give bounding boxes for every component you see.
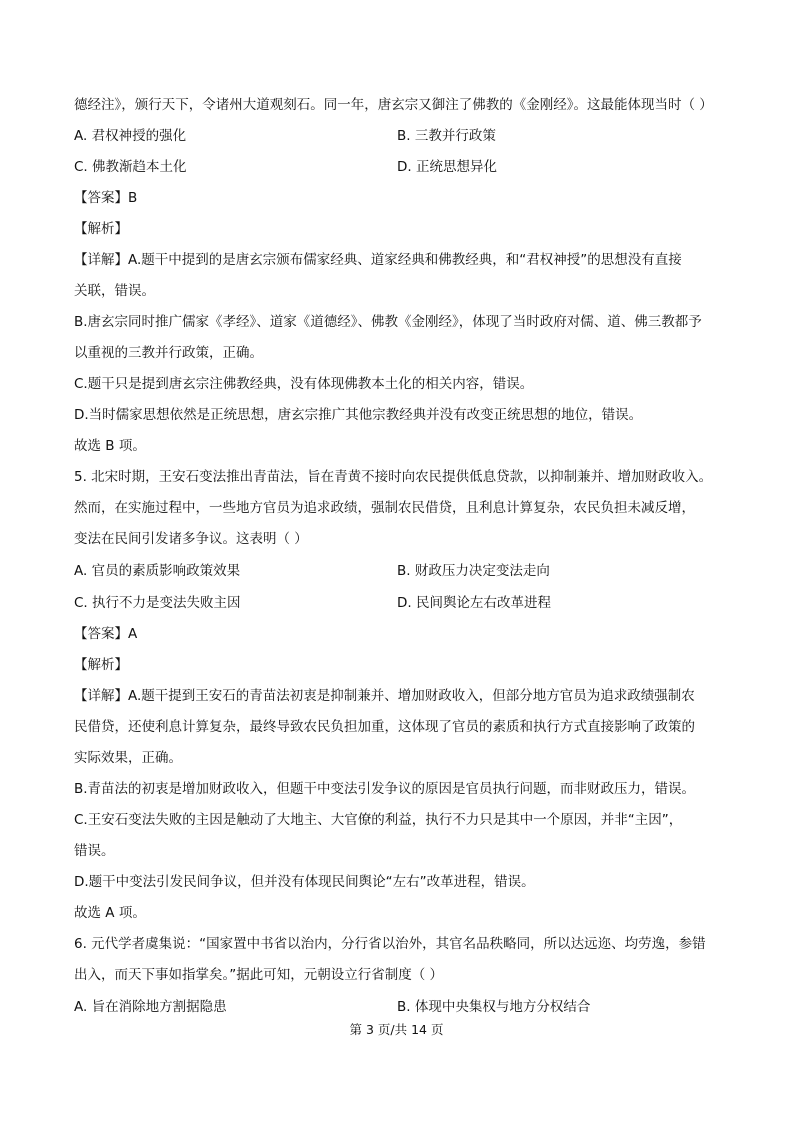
option-b: B. 财政压力决定变法走向 [397, 563, 550, 579]
explanation-line: C.题干只是提到唐玄宗注佛教经典，没有体现佛教本土化的相关内容，错误。 [74, 376, 534, 392]
question-6-text: 出入，而天下事如指掌矣。”据此可知，元朝设立行省制度（ ） [74, 967, 444, 983]
option-b: B. 体现中央集权与地方分权结合 [397, 999, 591, 1015]
option-d: D. 正统思想异化 [397, 159, 497, 175]
explanation-line: 以重视的三教并行政策，正确。 [74, 345, 263, 361]
explanation-line: 【详解】A.题干中提到的是唐玄宗颁布儒家经典、道家经典和佛教经典，和“君权神授”的思想没有直接 [74, 252, 682, 268]
option-a: A. 君权神授的强化 [74, 128, 187, 144]
option-b: B. 三教并行政策 [397, 128, 496, 144]
option-c: C. 执行不力是变法失败主因 [74, 595, 241, 611]
question-4-text-tail: 德经注》，颁行天下，令诸州大道观刻石。同一年，唐玄宗又御注了佛教的《金刚经》。这最能体现当时（ ） [74, 97, 713, 113]
explanation-line: B.唐玄宗同时推广儒家《孝经》、道家《道德经》、佛教《金刚经》，体现了当时政府对儒、道、佛三教都予 [74, 314, 702, 330]
explanation-line: 民借贷，还使利息计算复杂，最终导致农民负担加重，这体现了官员的素质和执行方式直接影响了政策的 [74, 719, 695, 735]
question-5-text: 变法在民间引发诸多争议。这表明（ ） [74, 531, 308, 547]
answer: 【答案】A [74, 626, 138, 642]
explanation-line: 关联，错误。 [74, 283, 155, 299]
question-6-text: 6. 元代学者虞集说：“国家置中书省以治内，分行省以治外，其官名品秩略同，所以达远迩、均劳逸，参错 [74, 936, 706, 952]
conclusion: 故选 B 项。 [74, 438, 146, 454]
analysis-heading: 【解析】 [74, 657, 128, 673]
answer: 【答案】B [74, 190, 138, 206]
option-d: D. 民间舆论左右改革进程 [397, 595, 551, 611]
conclusion: 故选 A 项。 [74, 905, 146, 921]
option-c: C. 佛教渐趋本土化 [74, 159, 187, 175]
option-a: A. 旨在消除地方割据隐患 [74, 999, 227, 1015]
explanation-line: B.青苗法的初衷是增加财政收入，但题干中变法引发争议的原因是官员执行问题，而非财政压力，错误。 [74, 781, 696, 797]
explanation-line: 错误。 [74, 843, 115, 859]
explanation-line: C.王安石变法失败的主因是触动了大地主、大官僚的利益，执行不力只是其中一个原因，并非“主因”， [74, 812, 683, 828]
explanation-line: 【详解】A.题干提到王安石的青苗法初衷是抑制兼并、增加财政收入，但部分地方官员为追求政绩强制农 [74, 688, 695, 704]
explanation-line: D.题干中变法引发民间争议，但并没有体现民间舆论“左右”改革进程，错误。 [74, 874, 535, 890]
analysis-heading: 【解析】 [74, 221, 128, 237]
page-footer: 第 3 页/共 14 页 [349, 1022, 444, 1037]
question-5-text: 5. 北宋时期，王安石变法推出青苗法，旨在青黄不接时向农民提供低息贷款，以抑制兼并、增加财政收入。 [74, 469, 713, 485]
option-a: A. 官员的素质影响政策效果 [74, 563, 241, 579]
explanation-line: D.当时儒家思想依然是正统思想，唐玄宗推广其他宗教经典并没有改变正统思想的地位，错误。 [74, 407, 643, 423]
question-5-text: 然而，在实施过程中，一些地方官员为追求政绩，强制农民借贷，且利息计算复杂，农民负担未减反增， [74, 500, 695, 516]
explanation-line: 实际效果，正确。 [74, 750, 182, 766]
